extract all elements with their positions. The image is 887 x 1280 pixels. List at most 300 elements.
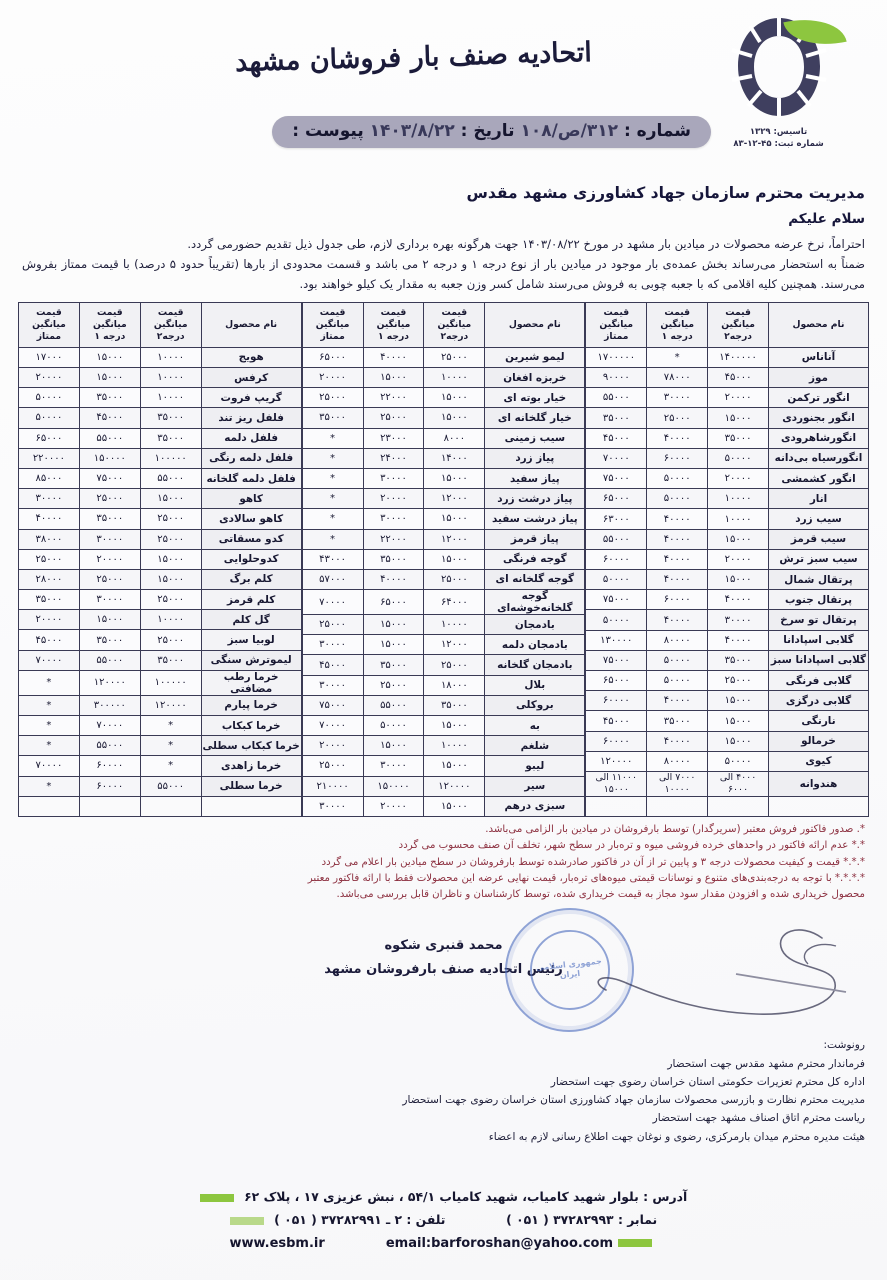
cell-price-premium: ۶۵۰۰۰ (586, 489, 647, 509)
cell-price-premium: ۷۵۰۰۰ (586, 650, 647, 670)
cell-price-grade1: ۶۰۰۰۰ (79, 776, 140, 796)
cell-price-premium: ۲۰۰۰۰ (18, 610, 79, 630)
table-header-row (302, 302, 585, 347)
price-table-right (585, 302, 869, 817)
stamp-inner-ring: جمهوری اسلامی ایران (526, 926, 614, 1014)
table-row (18, 489, 301, 509)
cell-product-name: موز (768, 368, 868, 388)
cell-price-grade1: ۳۰۰۰۰ (363, 468, 424, 488)
footnote-line: *.*.*.* با توجه به درجه‌بندی‌های متنوع و نوسانات قیمتی میوه‌های تره‌بار، قیمت نهایی عرضه این محصولات فقط با ارائه فاکتور معتبر (307, 872, 865, 884)
footer-website[interactable]: www.esbm.ir (229, 1235, 325, 1251)
cell-price-grade2: ۸۰۰۰ (424, 428, 485, 448)
cell-price-grade2: ۲۵۰۰۰ (708, 671, 769, 691)
cell-product-name: سبزی درهم (485, 796, 585, 816)
table-row (586, 610, 869, 630)
cell-price-grade1: ۴۰۰۰۰ (647, 731, 708, 751)
table-row (586, 671, 869, 691)
cell-price-grade1: ۳۵۰۰۰ (79, 630, 140, 650)
cell-price-grade1: ۲۵۰۰۰ (363, 408, 424, 428)
header-grade1: قیمت میانگین درجه ۱ (647, 302, 708, 347)
price-table-zone (18, 302, 869, 817)
cell-product-name: گوجه گلخانه ای (485, 569, 585, 589)
cell-price-grade2: ۱۰۰۰۰ (140, 368, 201, 388)
cell-product-name: سیب زمینی (485, 428, 585, 448)
cell-price-premium: ۴۵۰۰۰ (586, 428, 647, 448)
cell-price-premium: ۳۰۰۰۰ (302, 675, 363, 695)
cell-price-premium: ۷۰۰۰۰ (586, 448, 647, 468)
cell-product-name: گلابی درگزی (768, 691, 868, 711)
cell-price-premium: * (302, 509, 363, 529)
cell-price-grade1: ۲۲۰۰۰ (363, 388, 424, 408)
cell-price-grade1: ۴۰۰۰۰ (647, 549, 708, 569)
cell-price-premium: * (302, 489, 363, 509)
table-row (302, 796, 585, 816)
cell-price-grade2: ۲۵۰۰۰ (424, 655, 485, 675)
cell-product-name: کاهو (201, 489, 301, 509)
cell-price-grade1: ۳۵۰۰۰ (363, 655, 424, 675)
table-row (586, 650, 869, 670)
cell-product-name: بلال (485, 675, 585, 695)
cell-price-premium: * (302, 529, 363, 549)
cell-price-grade2: ۳۵۰۰۰ (140, 650, 201, 670)
table-row (302, 509, 585, 529)
header-grade1: قیمت میانگین درجه ۱ (79, 302, 140, 347)
cell-price-premium: * (18, 695, 79, 715)
cell-product-name: انگور ترکمن (768, 388, 868, 408)
cell-price-premium: ۷۵۰۰۰ (586, 590, 647, 610)
table-row (18, 776, 301, 796)
cell-price-premium: ۴۰۰۰۰ (18, 509, 79, 529)
cell-price-premium: ۹۰۰۰۰ (586, 368, 647, 388)
table-row (302, 756, 585, 776)
cell-empty (768, 796, 868, 816)
table-row (18, 347, 301, 367)
cell-price-grade1: ۱۵۰۰۰ (79, 368, 140, 388)
table-header-row (18, 302, 301, 347)
table-row (586, 469, 869, 489)
cell-price-grade2: ۲۵۰۰۰ (140, 509, 201, 529)
table-row-empty (586, 796, 869, 816)
table-row (586, 388, 869, 408)
cell-price-grade2: ۱۲۰۰۰۰ (424, 776, 485, 796)
cell-price-grade2: ۲۵۰۰۰ (140, 630, 201, 650)
cell-empty (79, 796, 140, 816)
cell-price-premium: ۶۰۰۰۰ (586, 691, 647, 711)
table-row (18, 509, 301, 529)
cell-price-premium: ۵۰۰۰۰ (586, 610, 647, 630)
cell-price-premium: ۴۳۰۰۰ (302, 549, 363, 569)
cell-product-name: بروکلی (485, 695, 585, 715)
cell-price-grade2: ۱۵۰۰۰ (140, 569, 201, 589)
cell-price-grade2: ۱۰۰۰۰ (424, 368, 485, 388)
cell-price-grade2: ۱۲۰۰۰ (424, 529, 485, 549)
cell-price-grade1: ۶۵۰۰۰ (363, 590, 424, 615)
cell-price-premium: ۳۰۰۰۰ (302, 796, 363, 816)
signature-block (0, 934, 887, 983)
cell-price-premium: ۴۵۰۰۰ (586, 711, 647, 731)
cell-product-name: کدوحلوایی (201, 549, 301, 569)
cell-product-name: خرما زاهدی (201, 756, 301, 776)
table-row (586, 549, 869, 569)
cell-price-premium: ۵۰۰۰۰ (586, 570, 647, 590)
cell-price-grade1: ۴۵۰۰۰ (79, 408, 140, 428)
table-row (18, 408, 301, 428)
cell-price-grade1: ۷۰۰۰۰ (79, 716, 140, 736)
cell-price-grade2: ۱۵۰۰۰ (708, 731, 769, 751)
footer-address: آدرس : بلوار شهید کامیاب، شهید کامیاب ۵۴/۱ ، نبش عزیزی ۱۷ ، پلاک ۶۲ (244, 1189, 688, 1205)
cell-price-grade2: ۱۵۰۰۰ (424, 388, 485, 408)
cell-price-premium: ۵۵۰۰۰ (586, 388, 647, 408)
cell-price-premium: ۱۷۰۰۰۰۰ (586, 347, 647, 367)
cell-price-grade2: ۶۴۰۰۰ (424, 590, 485, 615)
cell-product-name: نارنگی (768, 711, 868, 731)
cell-price-grade2: ۱۰۰۰۰۰ (140, 670, 201, 695)
cell-price-grade2: ۲۵۰۰۰ (140, 590, 201, 610)
table-row (302, 675, 585, 695)
footer-web-row (0, 1232, 887, 1256)
table-body-left (18, 347, 301, 816)
cell-product-name: فلفل دلمه رنگی (201, 448, 301, 468)
cell-price-grade1: ۴۰۰۰۰ (647, 529, 708, 549)
cell-product-name: هویج (201, 347, 301, 367)
cell-product-name: پرتقال شمال (768, 570, 868, 590)
table-body-right (586, 347, 869, 816)
table-row (302, 489, 585, 509)
cell-price-grade2: ۱۵۰۰۰ (708, 408, 769, 428)
cell-product-name: خرما رطب مضافتی (201, 670, 301, 695)
cc-item: هیئت مدیره محترم میدان بارمرکزی، رضوی و نوغان جهت اطلاع رسانی لازم به اعضاء (488, 1130, 865, 1143)
meta-number-label: شماره : (623, 121, 691, 141)
cell-product-name: فلفل دلمه (201, 428, 301, 448)
cell-price-grade2: ۵۵۰۰۰ (140, 468, 201, 488)
salutation-line: سلام علیکم (788, 211, 865, 227)
cell-price-grade1: ۱۵۰۰۰۰ (363, 776, 424, 796)
cell-product-name: لیبو (485, 756, 585, 776)
addressee-line: مدیریت محترم سازمان جهاد کشاورزی مشهد مقدس (466, 184, 865, 202)
cell-product-name: گریپ فروت (201, 388, 301, 408)
cc-list (22, 1036, 865, 1146)
header-premium: قیمت میانگین ممتاز (18, 302, 79, 347)
cell-price-premium: ۲۵۰۰۰ (18, 549, 79, 569)
logo-registration-text (696, 126, 861, 151)
meta-attachment-label: پیوست : (292, 121, 364, 141)
cell-price-grade1: ۴۰۰۰۰ (363, 347, 424, 367)
cell-price-grade1: ۶۰۰۰۰ (79, 756, 140, 776)
table-row (302, 468, 585, 488)
table-row (302, 635, 585, 655)
cell-price-grade2: ۴۰۰۰ الی ۶۰۰۰ (708, 772, 769, 797)
cell-price-grade1: ۳۰۰۰۰۰ (79, 695, 140, 715)
cell-price-grade2: ۱۵۰۰۰ (708, 570, 769, 590)
cell-product-name: گوجه گلخانه‌خوشه‌ای (485, 590, 585, 615)
footer-phone: تلفن : ۲ ـ ۳۷۲۸۲۹۹۱ ( ۰۵۱ ) (274, 1212, 446, 1228)
cell-product-name: سیب زرد (768, 509, 868, 529)
cell-price-grade2: ۱۲۰۰۰ (424, 489, 485, 509)
cell-price-grade1: ۵۰۰۰۰ (647, 469, 708, 489)
cell-price-grade2: ۵۰۰۰۰ (708, 751, 769, 771)
cell-price-premium: ۷۵۰۰۰ (302, 695, 363, 715)
cc-heading: رونوشت: (823, 1038, 865, 1051)
cell-price-grade2: ۱۲۰۰۰ (424, 635, 485, 655)
cell-price-grade1: ۳۰۰۰۰ (647, 388, 708, 408)
table-row (18, 428, 301, 448)
cell-product-name: لیمو شیرین (485, 347, 585, 367)
cell-empty (18, 796, 79, 816)
cell-product-name: خرمالو (768, 731, 868, 751)
cell-product-name: شلغم (485, 736, 585, 756)
cell-price-premium: ۶۵۰۰۰ (302, 347, 363, 367)
header-product-name: نام محصول (201, 302, 301, 347)
cell-price-grade1: ۴۰۰۰۰ (647, 610, 708, 630)
cell-price-premium: ۱۳۰۰۰۰ (586, 630, 647, 650)
cell-price-grade1: ۵۵۰۰۰ (79, 650, 140, 670)
table-row (18, 610, 301, 630)
cell-empty (140, 796, 201, 816)
cell-price-grade2: ۱۲۰۰۰۰ (140, 695, 201, 715)
cell-price-premium: ۳۰۰۰۰ (18, 489, 79, 509)
cell-price-grade2: ۱۵۰۰۰ (424, 549, 485, 569)
cell-price-premium: ۲۰۰۰۰ (302, 736, 363, 756)
footnotes (22, 822, 865, 904)
cell-price-grade1: ۲۵۰۰۰ (79, 489, 140, 509)
cell-price-grade2: ۴۰۰۰۰ (708, 590, 769, 610)
intro-paragraph-2: ضمناً به استحضار می‌رساند بخش عمده‌ی بار موجود در میادین بار از نوع درجه ۱ و درجه ۲ می باشد و قسمت محدودی از بارها (تقریباً حدود ۵ درصد) با قیمت ممتاز بفروش می‌رسند. همچنین کلیه اقلامی که با جعبه چوبی به فروش می‌رسند شامل کسر وزن جعبه به مقدار یک کیلو خواهند بود. (22, 256, 865, 291)
cell-price-premium: ۶۵۰۰۰ (586, 671, 647, 691)
cell-product-name: کاهو سالادی (201, 509, 301, 529)
meta-date-label: تاریخ : (460, 121, 515, 141)
table-row (18, 569, 301, 589)
founded-label: تاسیس: ۱۳۲۹ (749, 127, 808, 137)
cell-product-name: خیار گلخانه ای (485, 408, 585, 428)
cell-product-name: گلابی فرنگی (768, 671, 868, 691)
cell-price-grade1: ۲۰۰۰۰ (79, 549, 140, 569)
official-stamp (499, 901, 640, 1038)
table-row (18, 716, 301, 736)
header-premium: قیمت میانگین ممتاز (586, 302, 647, 347)
table-row (302, 448, 585, 468)
cell-price-grade1: ۱۵۰۰۰ (363, 635, 424, 655)
page-footer (0, 1186, 887, 1256)
cell-price-premium: ۵۰۰۰۰ (18, 408, 79, 428)
cell-price-premium: ۵۰۰۰۰ (18, 388, 79, 408)
cell-price-grade2: ۱۰۰۰۰ (140, 347, 201, 367)
cell-price-premium: * (18, 716, 79, 736)
cell-price-premium: ۷۵۰۰۰ (586, 469, 647, 489)
cell-price-grade2: ۳۵۰۰۰ (708, 428, 769, 448)
cell-product-name: پیاز زرد (485, 448, 585, 468)
cell-price-premium: * (302, 448, 363, 468)
table-row (586, 731, 869, 751)
table-row (586, 489, 869, 509)
intro-paragraph-1: احتراماً، نرخ عرضه محصولات در میادین بار مشهد در مورخ ۱۴۰۳/۰۸/۲۲ جهت هرگونه بهره برداری لازم، طی جدول ذیل تقدیم حضورمی گردد. (187, 237, 865, 251)
cell-product-name: گوجه فرنگی (485, 549, 585, 569)
cell-price-premium: ۳۵۰۰۰ (302, 408, 363, 428)
table-row (18, 695, 301, 715)
cell-price-premium: ۱۲۰۰۰۰ (586, 751, 647, 771)
cell-product-name: خیار بوته ای (485, 388, 585, 408)
cell-price-grade2: ۱۵۰۰۰ (424, 756, 485, 776)
header-grade2: قیمت میانگین درجه۲ (140, 302, 201, 347)
cell-price-grade1: ۵۰۰۰۰ (647, 489, 708, 509)
table-row (586, 772, 869, 797)
cell-price-grade2: * (140, 716, 201, 736)
cell-price-grade1: ۷۰۰۰ الی ۱۰۰۰۰ (647, 772, 708, 797)
cell-price-grade2: ۱۰۰۰۰ (140, 610, 201, 630)
cell-price-grade2: ۱۵۰۰۰ (708, 529, 769, 549)
cell-price-grade2: ۱۵۰۰۰ (140, 549, 201, 569)
table-row (18, 670, 301, 695)
cell-price-grade1: ۷۸۰۰۰ (647, 368, 708, 388)
cell-price-grade1: ۱۵۰۰۰ (363, 615, 424, 635)
cell-price-grade1: ۱۵۰۰۰ (79, 347, 140, 367)
cell-empty (586, 796, 647, 816)
cell-price-grade2: ۳۵۰۰۰ (140, 428, 201, 448)
cell-price-grade2: ۱۴۰۰۰۰۰ (708, 347, 769, 367)
header-premium: قیمت میانگین ممتاز (302, 302, 363, 347)
footer-address-row (0, 1186, 887, 1209)
cell-empty (201, 796, 301, 816)
meta-number-value: ۳۱۲/ص/۱۰۸ (520, 121, 619, 141)
cc-item: ریاست محترم اتاق اصناف مشهد جهت استحضار (652, 1112, 865, 1125)
cell-product-name: لوبیا سبز (201, 630, 301, 650)
table-row (302, 736, 585, 756)
cell-price-premium: ۵۵۰۰۰ (586, 529, 647, 549)
cell-product-name: سیر (485, 776, 585, 796)
cell-price-grade2: ۳۵۰۰۰ (424, 695, 485, 715)
cell-price-premium: ۲۰۰۰۰ (18, 368, 79, 388)
cell-product-name: بادمجان (485, 615, 585, 635)
cell-price-grade2: ۱۵۰۰۰ (708, 711, 769, 731)
cell-price-premium: ۷۰۰۰۰ (18, 756, 79, 776)
cell-price-premium: ۳۰۰۰۰ (302, 635, 363, 655)
header-grade1: قیمت میانگین درجه ۱ (363, 302, 424, 347)
cell-price-grade1: ۵۰۰۰۰ (363, 716, 424, 736)
cell-product-name: خرما سطلی (201, 776, 301, 796)
table-row (18, 756, 301, 776)
cell-price-grade2: * (140, 756, 201, 776)
cell-price-premium: ۱۱۰۰۰ الی ۱۵۰۰۰ (586, 772, 647, 797)
footer-email[interactable]: email:barforoshan@yahoo.com (385, 1235, 614, 1251)
table-row (302, 695, 585, 715)
cell-price-premium: ۷۰۰۰۰ (18, 650, 79, 670)
cell-price-grade2: ۱۵۰۰۰ (708, 691, 769, 711)
cell-product-name: پیاز سفید (485, 468, 585, 488)
footer-phone-row (0, 1209, 887, 1232)
cell-price-premium: * (302, 428, 363, 448)
cell-price-grade1: ۱۵۰۰۰ (363, 368, 424, 388)
cell-price-grade1: ۴۰۰۰۰ (647, 428, 708, 448)
letterhead (0, 0, 887, 178)
cell-empty (708, 796, 769, 816)
document-meta-bar (272, 116, 711, 148)
table-row (586, 448, 869, 468)
cell-price-grade1: ۲۳۰۰۰ (363, 428, 424, 448)
cell-price-premium: * (18, 776, 79, 796)
cell-price-grade1: ۲۰۰۰۰ (363, 796, 424, 816)
cell-empty (647, 796, 708, 816)
accent-bar-icon (230, 1217, 264, 1225)
cell-product-name: بادمجان گلخانه (485, 655, 585, 675)
table-row (586, 630, 869, 650)
cell-price-premium: * (18, 670, 79, 695)
cell-price-premium: ۲۵۰۰۰ (302, 756, 363, 776)
table-row (302, 368, 585, 388)
cell-price-grade1: ۳۰۰۰۰ (79, 529, 140, 549)
cell-price-grade1: ۳۰۰۰۰ (363, 756, 424, 776)
cell-product-name: انگور کشمشی (768, 469, 868, 489)
cell-product-name: خرما کبکاب سطلی (201, 736, 301, 756)
header-product-name: نام محصول (485, 302, 585, 347)
cc-item: مدیریت محترم نظارت و بازرسی محصولات سازمان جهاد کشاورزی استان خراسان رضوی جهت استحضار (402, 1094, 865, 1107)
cell-price-premium: ۶۵۰۰۰ (18, 428, 79, 448)
cell-price-premium: ۳۸۰۰۰ (18, 529, 79, 549)
table-row (586, 368, 869, 388)
cc-item: فرماندار محترم مشهد مقدس جهت استحضار (667, 1057, 865, 1070)
cell-price-premium: ۲۸۰۰۰ (18, 569, 79, 589)
table-row (302, 655, 585, 675)
cell-price-grade2: ۱۵۰۰۰ (424, 509, 485, 529)
cell-price-grade2: ۱۴۰۰۰ (424, 448, 485, 468)
table-row (302, 388, 585, 408)
accent-bar-icon (200, 1194, 234, 1202)
table-row (302, 347, 585, 367)
cell-price-grade1: ۸۰۰۰۰ (647, 751, 708, 771)
cell-price-premium: ۶۳۰۰۰ (586, 509, 647, 529)
cell-price-grade2: ۴۵۰۰۰ (708, 368, 769, 388)
table-row (18, 736, 301, 756)
cell-product-name: کلم قرمز (201, 590, 301, 610)
footnote-line: *. صدور فاکتور فروش معتبر (سریرگدار) توسط بارفروشان در میادین بار الزامی می‌باشد. (485, 823, 865, 835)
cell-product-name: پیاز قرمز (485, 529, 585, 549)
cell-price-premium: ۸۵۰۰۰ (18, 468, 79, 488)
cell-product-name: پیاز درشت سفید (485, 509, 585, 529)
cell-price-grade2: ۱۰۰۰۰ (708, 509, 769, 529)
footnote-line: *.*.* قیمت و کیفیت محصولات درجه ۳ و پایین تر از آن در فاکتور صادرشده توسط بارفروشان در سطح میادین بار اعلام می گردد (321, 856, 865, 868)
cell-product-name: کدو مسقاتی (201, 529, 301, 549)
cell-price-grade2: ۱۰۰۰۰ (708, 489, 769, 509)
table-body-middle (302, 347, 585, 816)
cell-price-grade1: ۱۵۰۰۰ (363, 736, 424, 756)
cell-product-name: هندوانه (768, 772, 868, 797)
cell-product-name: خربزه افغان (485, 368, 585, 388)
cell-price-grade1: ۱۵۰۰۰ (79, 610, 140, 630)
cell-product-name: گلابی اسپادانا (768, 630, 868, 650)
cell-product-name: فلفل دلمه گلخانه (201, 468, 301, 488)
cell-product-name: پرتقال جنوب (768, 590, 868, 610)
table-row (302, 549, 585, 569)
cell-price-grade1: ۱۵۰۰۰۰ (79, 448, 140, 468)
cell-price-grade2: ۲۵۰۰۰ (424, 347, 485, 367)
cell-product-name: سیب سبز ترش (768, 549, 868, 569)
cell-price-premium: ۲۱۰۰۰۰ (302, 776, 363, 796)
table-row (302, 428, 585, 448)
cell-price-grade1: ۲۲۰۰۰ (363, 529, 424, 549)
table-row (586, 529, 869, 549)
cell-price-grade1: ۴۰۰۰۰ (647, 570, 708, 590)
cell-price-grade1: ۴۰۰۰۰ (647, 691, 708, 711)
cell-price-grade2: ۵۵۰۰۰ (140, 776, 201, 796)
table-row (586, 570, 869, 590)
cell-price-grade2: ۲۵۰۰۰ (424, 569, 485, 589)
cell-price-grade1: ۵۰۰۰۰ (647, 671, 708, 691)
table-row (586, 590, 869, 610)
footer-fax: نمابر : ۳۷۲۸۲۹۹۳ ( ۰۵۱ ) (506, 1212, 658, 1228)
cell-price-grade1: ۲۵۰۰۰ (363, 675, 424, 695)
cc-item: اداره کل محترم تعزیرات حکومتی استان خراسان رضوی جهت استحضار (550, 1075, 865, 1088)
cell-price-grade1: ۳۰۰۰۰ (363, 509, 424, 529)
cell-price-grade1: ۵۰۰۰۰ (647, 650, 708, 670)
cell-price-grade1: ۳۵۰۰۰ (647, 711, 708, 731)
